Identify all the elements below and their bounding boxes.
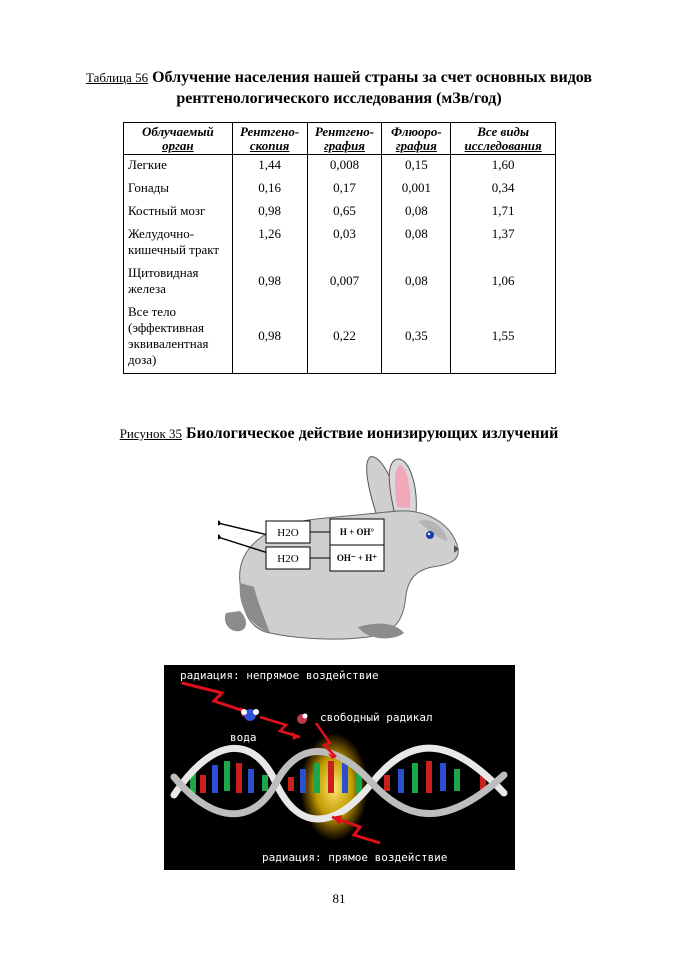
cell-fluoroscopy: 0,98 <box>232 263 307 302</box>
cell-all: 1,60 <box>451 155 556 179</box>
cell-fluoroscopy: 1,26 <box>232 224 307 263</box>
table-label: Таблица 56 <box>85 70 149 85</box>
cell-organ: Гонады <box>124 178 233 201</box>
table-row <box>124 201 556 224</box>
cell-radiography: 0,007 <box>307 263 382 302</box>
table-row <box>124 178 556 201</box>
figure-label: Рисунок 35 <box>119 426 183 441</box>
cell-fluorography: 0,08 <box>382 263 451 302</box>
table-row <box>124 224 556 263</box>
header-radiography: Рентгено- графия <box>307 123 382 155</box>
table-caption <box>0 67 678 109</box>
cell-radiography: 0,22 <box>307 302 382 374</box>
page-number: 81 <box>332 891 346 906</box>
cell-fluoroscopy: 1,44 <box>232 155 307 179</box>
cell-all: 1,71 <box>451 201 556 224</box>
cell-organ: Желудочно-кишечный тракт <box>124 224 233 263</box>
table-title-line2: рентгенологического исследования (мЗв/год) <box>176 90 502 107</box>
water-label: вода <box>230 731 257 744</box>
cell-fluorography: 0,35 <box>382 302 451 374</box>
cell-organ: Легкие <box>124 155 233 179</box>
radiation-table <box>123 122 556 374</box>
header-fluorography: Флюоро- графия <box>382 123 451 155</box>
cell-radiography: 0,008 <box>307 155 382 179</box>
cell-fluorography: 0,08 <box>382 201 451 224</box>
cell-all: 1,37 <box>451 224 556 263</box>
table-row <box>124 155 556 179</box>
table-row <box>124 302 556 374</box>
cell-fluorography: 0,001 <box>382 178 451 201</box>
h2o-label-2: H2O <box>277 553 299 565</box>
header-all: Все виды исследования <box>451 123 556 155</box>
cell-fluorography: 0,15 <box>382 155 451 179</box>
table-row <box>124 263 556 302</box>
cell-all: 1,55 <box>451 302 556 374</box>
figure-caption <box>0 424 678 444</box>
cell-all: 1,06 <box>451 263 556 302</box>
cell-fluoroscopy: 0,98 <box>232 302 307 374</box>
products-label-1: H + OH° <box>339 527 375 537</box>
cell-all: 0,34 <box>451 178 556 201</box>
direct-radiation-label: радиация: прямое воздействие <box>262 851 448 864</box>
cell-fluoroscopy: 0,16 <box>232 178 307 201</box>
figure-title: Биологическое действие ионизирующих излучений <box>186 425 559 442</box>
header-organ: Облучаемый орган <box>124 123 233 155</box>
cell-radiography: 0,65 <box>307 201 382 224</box>
dna-illustration <box>164 665 515 870</box>
header-fluoroscopy: Рентгено- скопия <box>232 123 307 155</box>
table-title-line1: Облучение населения нашей страны за счет основных видов <box>152 69 593 86</box>
cell-radiography: 0,17 <box>307 178 382 201</box>
h2o-label-1: H2O <box>277 527 299 539</box>
cell-organ: Все тело (эффективная эквивалентная доза) <box>124 302 233 374</box>
products-label-2: OH⁻ + H⁺ <box>336 553 378 563</box>
rabbit-illustration <box>218 453 466 653</box>
cell-fluorography: 0,08 <box>382 224 451 263</box>
cell-organ: Костный мозг <box>124 201 233 224</box>
cell-fluoroscopy: 0,98 <box>232 201 307 224</box>
cell-organ: Щитовидная железа <box>124 263 233 302</box>
indirect-radiation-label: радиация: непрямое воздействие <box>180 669 379 682</box>
cell-radiography: 0,03 <box>307 224 382 263</box>
free-radical-label: свободный радикал <box>320 711 433 724</box>
table-header-row <box>124 123 556 155</box>
